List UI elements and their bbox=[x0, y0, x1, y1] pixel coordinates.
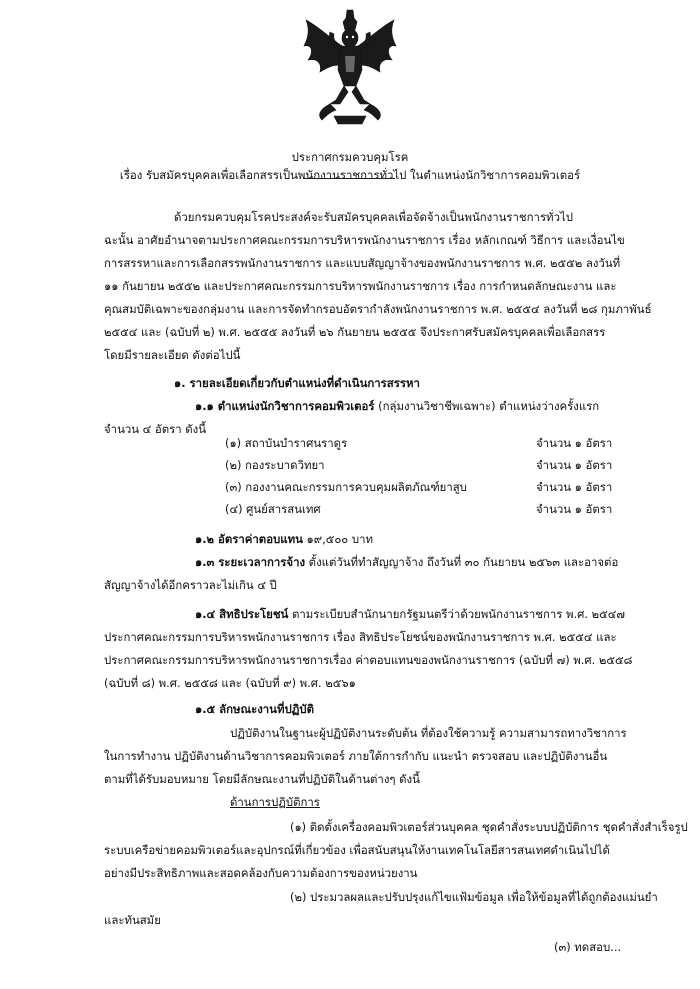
garuda-emblem bbox=[300, 8, 400, 126]
section-1-1-line bbox=[195, 395, 599, 417]
section-1-3-line bbox=[195, 551, 618, 573]
section-1-1-title: ๑.๑ ตำแหน่งนักวิชาการคอมพิวเตอร์ bbox=[195, 399, 375, 413]
announcement-subject: เรื่อง รับสมัครบุคคลเพื่อเลือกสรรเป็นพนักงานราชการทั่วไป ในตำแหน่งนักวิชาการคอมพิวเตอร์ bbox=[119, 168, 581, 182]
intro-line: คุณสมบัติเฉพาะของกลุ่มงาน และการจัดทำกรอบอัตรากำลังพนักงานราชการ พ.ศ. ๒๕๕๔ ลงวันที่ ๒๘ กุมภาพันธ์ bbox=[104, 302, 652, 316]
operations-item-line: ระบบเครือข่ายคอมพิวเตอร์และอุปกรณ์ที่เกี่ยวข้อง เพื่อสนับสนุนให้งานเทคโนโลยีสารสนเทศดำเนินไปได้ bbox=[104, 843, 610, 857]
intro-line: โดยมีรายละเอียด ดังต่อไปนี้ bbox=[104, 348, 241, 362]
section-1-4-title: ๑.๔ สิทธิประโยชน์ bbox=[195, 607, 289, 621]
position-count: จำนวน ๑ อัตรา bbox=[536, 480, 613, 494]
section-1-1-line2: จำนวน ๔ อัตรา ดังนี้ bbox=[104, 422, 207, 436]
section-1-3-text: ตั้งแต่วันที่ทำสัญญาจ้าง ถึงวันที่ ๓๐ กันยายน ๒๕๖๓ และอาจต่อ bbox=[305, 555, 619, 569]
operations-heading: ด้านการปฏิบัติการ bbox=[230, 795, 320, 809]
position-count: จำนวน ๑ อัตรา bbox=[536, 502, 613, 516]
section-1-5-line: ปฏิบัติงานในฐานะผู้ปฏิบัติงานระดับต้น ที่ต้องใช้ความรู้ ความสามารถทางวิชาการ bbox=[230, 726, 627, 740]
intro-line: ด้วยกรมควบคุมโรคประสงค์จะรับสมัครบุคคลเพื่อจัดจ้างเป็นพนักงานราชการทั่วไป bbox=[174, 210, 573, 224]
section-1-5-line: ในการทำงาน ปฏิบัติงานด้านวิชาการคอมพิวเตอร์ ภายใต้การกำกับ แนะนำ ตรวจสอบ และปฏิบัติงานอื่น bbox=[104, 749, 608, 763]
intro-line: ๑๑ กันยายน ๒๕๕๒ และประกาศคณะกรรมการบริหารพนักงานราชการ เรื่อง การกำหนดลักษณะงาน และ bbox=[104, 279, 617, 293]
section-1-heading: ๑. รายละเอียดเกี่ยวกับตำแหน่งที่ดำเนินการสรรหา bbox=[174, 376, 420, 390]
section-1-2-text: ๑๙,๕๐๐ บาท bbox=[302, 532, 374, 546]
section-1-5-line: ตามที่ได้รับมอบหมาย โดยมีลักษณะงานที่ปฏิบัติในด้านต่างๆ ดังนี้ bbox=[104, 772, 420, 786]
operations-item-line: (๒) ประมวลผลและปรับปรุงแก้ไขแฟ้มข้อมูล เพื่อให้ข้อมูลที่ได้ถูกต้องแม่นยำ bbox=[290, 890, 658, 904]
position-unit: (๒) กองระบาดวิทยา bbox=[225, 458, 325, 472]
section-1-4-text: ตามระเบียบสำนักนายกรัฐมนตรีว่าด้วยพนักงานราชการ พ.ศ. ๒๕๔๗ bbox=[288, 607, 625, 621]
operations-item-line: (๑) ติดตั้งเครื่องคอมพิวเตอร์ส่วนบุคคล ชุดคำสั่งระบบปฏิบัติการ ชุดคำสั่งสำเร็จรูป bbox=[290, 820, 688, 834]
position-unit: (๑) สถาบันบำราศนราดูร bbox=[225, 436, 348, 450]
intro-line: ๒๕๕๔ และ (ฉบับที่ ๒) พ.ศ. ๒๕๕๕ ลงวันที่ ๒๖ กันยายน ๒๕๕๕ จึงประกาศรับสมัครบุคคลเพื่อเลือกสรร bbox=[104, 325, 606, 339]
section-1-2-title: ๑.๒ อัตราค่าตอบแทน bbox=[195, 532, 303, 546]
announcement-org: ประกาศกรมควบคุมโรค bbox=[291, 150, 409, 164]
section-1-3-line2: สัญญาจ้างได้อีกคราวละไม่เกิน ๔ ปี bbox=[104, 578, 277, 592]
position-count: จำนวน ๑ อัตรา bbox=[536, 436, 613, 450]
position-unit: (๓) กองงานคณะกรรมการควบคุมผลิตภัณฑ์ยาสูบ bbox=[225, 480, 467, 494]
operations-item-line: อย่างมีประสิทธิภาพและสอดคล้องกับความต้องการของหน่วยงาน bbox=[104, 866, 418, 880]
section-1-2-line bbox=[195, 528, 373, 550]
intro-line: การสรรหาและการเลือกสรรพนักงานราชการ และแบบสัญญาจ้างของพนักงานราชการ พ.ศ. ๒๕๕๒ ลงวันที่ bbox=[104, 256, 621, 270]
section-1-4-line: ประกาศคณะกรรมการบริหารพนักงานราชการเรื่อง ค่าตอบแทนของพนักงานราชการ (ฉบับที่ ๗) พ.ศ. ๒๕๕๘ bbox=[104, 653, 633, 667]
position-count: จำนวน ๑ อัตรา bbox=[536, 458, 613, 472]
intro-line: ฉะนั้น อาศัยอำนาจตามประกาศคณะกรรมการบริหารพนักงานราชการ เรื่อง หลักเกณฑ์ วิธีการ และเงื่อนไข bbox=[104, 233, 625, 247]
operations-item-line: และทันสมัย bbox=[104, 913, 161, 927]
section-1-5-title: ๑.๕ ลักษณะงานที่ปฏิบัติ bbox=[195, 702, 314, 716]
section-1-4-line: ประกาศคณะกรรมการบริหารพนักงานราชการ เรื่อง สิทธิประโยชน์ของพนักงานราชการ พ.ศ. ๒๕๕๔ และ bbox=[104, 630, 617, 644]
continuation-marker: (๓) ทดสอบ... bbox=[554, 940, 622, 954]
section-1-4-line bbox=[195, 603, 625, 625]
section-1-1-text: (กลุ่มงานวิชาชีพเฉพาะ) ตำแหน่งว่างครั้งแรก bbox=[374, 399, 600, 413]
section-1-4-line: (ฉบับที่ ๘) พ.ศ. ๒๕๕๘ และ (ฉบับที่ ๙) พ.ศ. ๒๕๖๑ bbox=[104, 676, 356, 690]
section-1-3-title: ๑.๓ ระยะเวลาการจ้าง bbox=[195, 555, 306, 569]
header-divider bbox=[303, 178, 395, 179]
position-unit: (๔) ศูนย์สารสนเทศ bbox=[225, 502, 321, 516]
